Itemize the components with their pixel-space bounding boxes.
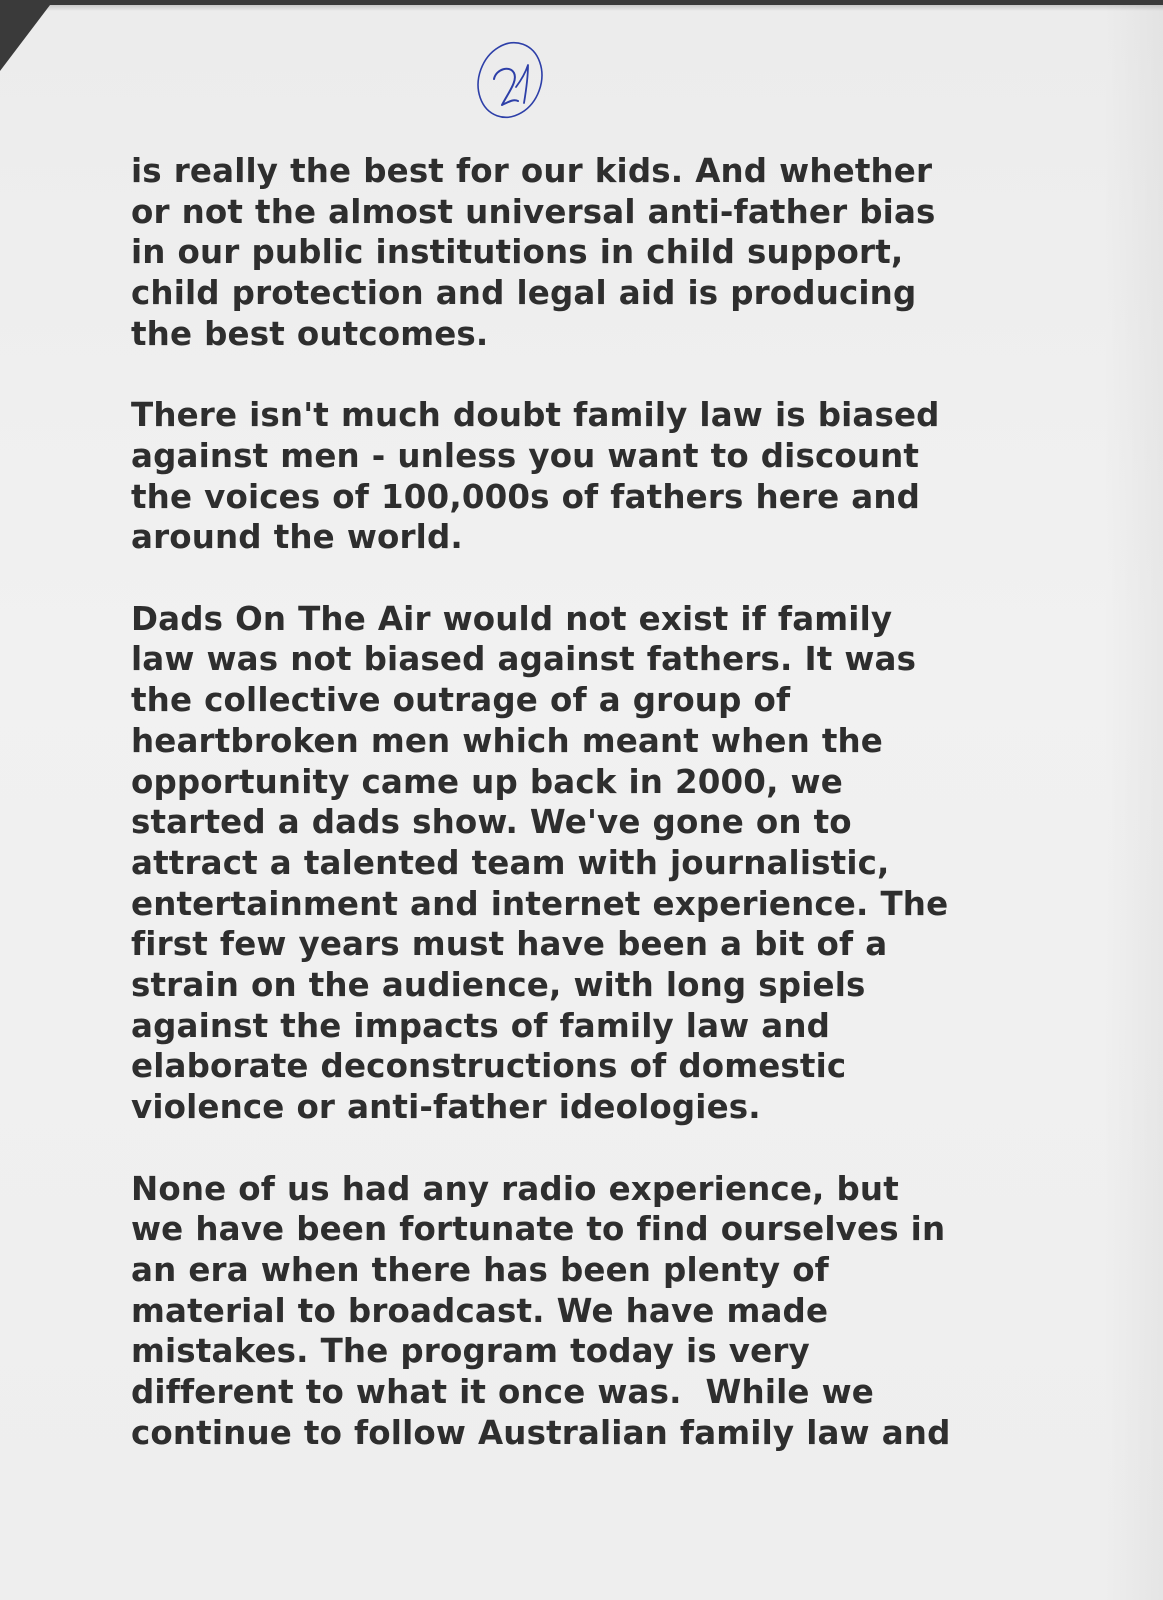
text-line: the voices of 100,000s of fathers here and	[131, 477, 921, 516]
paragraph-3	[131, 599, 1011, 1128]
folded-corner	[0, 5, 50, 71]
text-line: the collective outrage of a group of	[131, 681, 791, 720]
text-line: started a dads show. We've gone on to	[131, 803, 852, 842]
text-line: continue to follow Australian family law and	[131, 1413, 951, 1452]
text-line: different to what it once was. While we	[131, 1373, 874, 1412]
paragraph-1	[131, 151, 1011, 355]
paragraph-2	[131, 395, 1011, 558]
text-line: heartbroken men which meant when the	[131, 721, 884, 760]
text-line: material to broadcast. We have made	[131, 1291, 829, 1330]
text-line: is really the best for our kids. And whether	[131, 152, 933, 190]
paragraph-4	[131, 1169, 1011, 1454]
text-line: the best outcomes.	[131, 314, 489, 353]
text-line: opportunity came up back in 2000, we	[131, 762, 843, 801]
text-line: around the world.	[131, 518, 463, 557]
body-text	[131, 151, 1011, 1494]
text-line: mistakes. The program today is very	[131, 1332, 810, 1371]
page-top-edge	[0, 5, 1163, 11]
text-line: or not the almost universal anti-father bias	[131, 192, 936, 231]
text-line: child protection and legal aid is producing	[131, 274, 917, 313]
page-shading	[1103, 5, 1163, 1600]
text-line: Dads On The Air would not exist if family	[131, 599, 893, 638]
text-line: There isn't much doubt family law is biased	[131, 396, 940, 435]
text-line: against the impacts of family law and	[131, 1006, 831, 1045]
handwritten-page-number	[474, 35, 546, 123]
text-line: against men - unless you want to discount	[131, 436, 920, 475]
text-line: first few years must have been a bit of a	[131, 925, 888, 964]
scanned-page	[0, 5, 1163, 1600]
text-line: in our public institutions in child support,	[131, 233, 904, 272]
text-line: elaborate deconstructions of domestic	[131, 1047, 847, 1086]
text-line: attract a talented team with journalistic,	[131, 843, 890, 882]
text-line: entertainment and internet experience. The	[131, 884, 949, 923]
text-line: violence or anti-father ideologies.	[131, 1088, 761, 1127]
text-line: None of us had any radio experience, but	[131, 1169, 899, 1208]
text-line: law was not biased against fathers. It was	[131, 640, 917, 679]
text-line: an era when there has been plenty of	[131, 1250, 829, 1289]
text-line: strain on the audience, with long spiels	[131, 966, 866, 1005]
text-line: we have been fortunate to find ourselves in	[131, 1210, 946, 1249]
